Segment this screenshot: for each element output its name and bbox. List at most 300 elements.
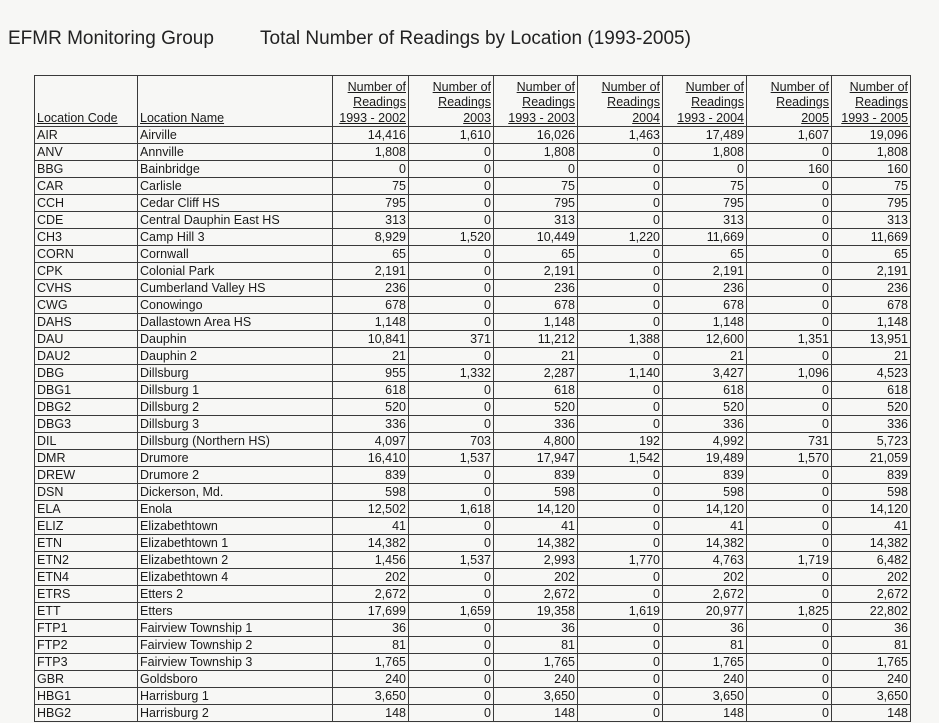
readings-cell: 598 <box>832 484 911 501</box>
readings-cell: 75 <box>832 178 911 195</box>
readings-cell: 160 <box>747 161 832 178</box>
readings-cell: 202 <box>832 569 911 586</box>
readings-cell: 41 <box>663 518 747 535</box>
readings-cell: 0 <box>578 671 663 688</box>
readings-cell: 0 <box>747 620 832 637</box>
readings-cell: 2,287 <box>494 365 578 382</box>
readings-cell: 0 <box>409 280 494 297</box>
location-code-cell: DBG3 <box>35 416 138 433</box>
readings-cell: 1,618 <box>409 501 494 518</box>
table-row <box>35 552 911 569</box>
readings-cell: 14,382 <box>494 535 578 552</box>
location-name-cell: Central Dauphin East HS <box>138 212 333 229</box>
location-name-cell: Dillsburg (Northern HS) <box>138 433 333 450</box>
table-row <box>35 637 911 654</box>
readings-cell: 0 <box>747 569 832 586</box>
table-row <box>35 365 911 382</box>
readings-cell: 0 <box>409 705 494 722</box>
location-code-cell: CORN <box>35 246 138 263</box>
readings-cell: 336 <box>832 416 911 433</box>
readings-cell: 0 <box>747 518 832 535</box>
readings-cell: 36 <box>494 620 578 637</box>
readings-cell: 65 <box>663 246 747 263</box>
table-row <box>35 450 911 467</box>
location-name-cell: Cornwall <box>138 246 333 263</box>
location-name-cell: Cedar Cliff HS <box>138 195 333 212</box>
readings-cell: 236 <box>333 280 409 297</box>
column-header-line: Number of <box>601 79 660 94</box>
readings-cell: 0 <box>578 348 663 365</box>
location-name-cell: Cumberland Valley HS <box>138 280 333 297</box>
readings-cell: 839 <box>832 467 911 484</box>
readings-cell: 1,770 <box>578 552 663 569</box>
location-code-cell: BBG <box>35 161 138 178</box>
readings-cell: 1,096 <box>747 365 832 382</box>
readings-cell: 236 <box>494 280 578 297</box>
readings-cell: 0 <box>409 637 494 654</box>
readings-cell: 0 <box>409 518 494 535</box>
table-row <box>35 671 911 688</box>
readings-cell: 21 <box>832 348 911 365</box>
readings-cell: 1,825 <box>747 603 832 620</box>
location-name-cell: Elizabethtown 4 <box>138 569 333 586</box>
readings-cell: 202 <box>494 569 578 586</box>
location-code-cell: DAHS <box>35 314 138 331</box>
column-header <box>35 76 138 127</box>
column-header-line: 2004 <box>632 110 660 125</box>
readings-cell: 0 <box>578 416 663 433</box>
readings-cell: 0 <box>747 212 832 229</box>
readings-cell: 0 <box>409 535 494 552</box>
readings-cell: 1,808 <box>494 144 578 161</box>
readings-cell: 0 <box>578 586 663 603</box>
column-header-line: Readings <box>607 95 660 109</box>
readings-cell: 1,808 <box>333 144 409 161</box>
readings-cell: 0 <box>409 586 494 603</box>
table-row <box>35 433 911 450</box>
location-name-cell: Dillsburg 2 <box>138 399 333 416</box>
readings-cell: 17,699 <box>333 603 409 620</box>
readings-cell: 14,382 <box>832 535 911 552</box>
readings-cell: 1,140 <box>578 365 663 382</box>
readings-cell: 0 <box>747 144 832 161</box>
readings-cell: 0 <box>578 212 663 229</box>
readings-cell: 1,148 <box>832 314 911 331</box>
readings-cell: 19,358 <box>494 603 578 620</box>
readings-cell: 313 <box>832 212 911 229</box>
readings-cell: 75 <box>333 178 409 195</box>
location-name-cell: Harrisburg 1 <box>138 688 333 705</box>
location-code-cell: DBG2 <box>35 399 138 416</box>
readings-cell: 75 <box>663 178 747 195</box>
readings-cell: 520 <box>333 399 409 416</box>
readings-cell: 0 <box>578 637 663 654</box>
location-name-cell: Fairview Township 3 <box>138 654 333 671</box>
readings-cell: 0 <box>333 161 409 178</box>
readings-cell: 41 <box>832 518 911 535</box>
table-row <box>35 178 911 195</box>
readings-cell: 336 <box>333 416 409 433</box>
readings-cell: 21 <box>663 348 747 365</box>
readings-cell: 2,191 <box>832 263 911 280</box>
location-code-cell: DBG <box>35 365 138 382</box>
readings-cell: 0 <box>747 263 832 280</box>
readings-cell: 75 <box>494 178 578 195</box>
readings-cell: 520 <box>832 399 911 416</box>
readings-cell: 0 <box>409 297 494 314</box>
readings-cell: 1,619 <box>578 603 663 620</box>
readings-cell: 14,416 <box>333 127 409 144</box>
readings-cell: 0 <box>409 382 494 399</box>
readings-cell: 2,191 <box>333 263 409 280</box>
table-row <box>35 586 911 603</box>
column-header-line: 2005 <box>801 110 829 125</box>
readings-cell: 81 <box>333 637 409 654</box>
readings-cell: 0 <box>747 586 832 603</box>
readings-cell: 14,120 <box>494 501 578 518</box>
location-code-cell: ETRS <box>35 586 138 603</box>
location-code-cell: ELIZ <box>35 518 138 535</box>
location-name-cell: Airville <box>138 127 333 144</box>
column-header <box>578 76 663 127</box>
readings-cell: 4,523 <box>832 365 911 382</box>
readings-cell: 0 <box>747 637 832 654</box>
location-code-cell: ETN2 <box>35 552 138 569</box>
readings-cell: 4,992 <box>663 433 747 450</box>
readings-cell: 0 <box>409 246 494 263</box>
readings-cell: 371 <box>409 331 494 348</box>
readings-cell: 0 <box>747 467 832 484</box>
readings-cell: 598 <box>494 484 578 501</box>
readings-cell: 202 <box>663 569 747 586</box>
table-row <box>35 518 911 535</box>
readings-cell: 1,765 <box>663 654 747 671</box>
readings-cell: 1,463 <box>578 127 663 144</box>
readings-cell: 618 <box>832 382 911 399</box>
column-header-line: 1993 - 2002 <box>339 110 406 125</box>
readings-cell: 1,808 <box>832 144 911 161</box>
readings-cell: 1,607 <box>747 127 832 144</box>
readings-cell: 0 <box>578 178 663 195</box>
readings-cell: 678 <box>832 297 911 314</box>
readings-cell: 0 <box>747 297 832 314</box>
readings-cell: 0 <box>409 416 494 433</box>
readings-cell: 0 <box>409 144 494 161</box>
readings-cell: 678 <box>333 297 409 314</box>
location-name-cell: Drumore <box>138 450 333 467</box>
location-name-cell: Dillsburg <box>138 365 333 382</box>
readings-cell: 0 <box>747 195 832 212</box>
readings-cell: 0 <box>747 416 832 433</box>
column-header-line: Location Name <box>140 110 225 125</box>
readings-cell: 3,650 <box>663 688 747 705</box>
location-name-cell: Etters 2 <box>138 586 333 603</box>
table-row <box>35 501 911 518</box>
header-row <box>35 76 911 127</box>
table-row <box>35 569 911 586</box>
table-row <box>35 246 911 263</box>
readings-cell: 0 <box>578 314 663 331</box>
readings-cell: 618 <box>494 382 578 399</box>
readings-cell: 0 <box>578 263 663 280</box>
readings-cell: 10,841 <box>333 331 409 348</box>
readings-cell: 0 <box>409 348 494 365</box>
readings-cell: 0 <box>747 535 832 552</box>
readings-cell: 4,800 <box>494 433 578 450</box>
table-row <box>35 620 911 637</box>
location-code-cell: FTP2 <box>35 637 138 654</box>
readings-cell: 1,537 <box>409 552 494 569</box>
page-title: Total Number of Readings by Location (1993-2005) <box>260 28 691 49</box>
readings-cell: 36 <box>663 620 747 637</box>
readings-cell: 2,191 <box>494 263 578 280</box>
location-name-cell: Conowingo <box>138 297 333 314</box>
readings-cell: 11,212 <box>494 331 578 348</box>
readings-cell: 520 <box>663 399 747 416</box>
table-row <box>35 195 911 212</box>
readings-cell: 11,669 <box>663 229 747 246</box>
column-header-line: Number of <box>516 79 575 94</box>
location-code-cell: CDE <box>35 212 138 229</box>
readings-cell: 0 <box>409 569 494 586</box>
column-header-line: 2003 <box>463 110 491 125</box>
column-header <box>747 76 832 127</box>
location-name-cell: Dillsburg 3 <box>138 416 333 433</box>
readings-cell: 41 <box>333 518 409 535</box>
readings-cell: 0 <box>578 654 663 671</box>
location-name-cell: Elizabethtown 1 <box>138 535 333 552</box>
readings-cell: 81 <box>663 637 747 654</box>
readings-cell: 236 <box>663 280 747 297</box>
location-name-cell: Elizabethtown <box>138 518 333 535</box>
location-code-cell: DSN <box>35 484 138 501</box>
location-code-cell: AIR <box>35 127 138 144</box>
location-code-cell: FTP1 <box>35 620 138 637</box>
location-code-cell: ELA <box>35 501 138 518</box>
table-row <box>35 229 911 246</box>
readings-cell: 731 <box>747 433 832 450</box>
readings-table <box>34 75 911 722</box>
readings-cell: 336 <box>663 416 747 433</box>
readings-cell: 2,672 <box>333 586 409 603</box>
readings-cell: 313 <box>663 212 747 229</box>
column-header <box>663 76 747 127</box>
readings-cell: 0 <box>578 705 663 722</box>
readings-cell: 3,427 <box>663 365 747 382</box>
readings-cell: 22,802 <box>832 603 911 620</box>
readings-cell: 0 <box>747 654 832 671</box>
readings-cell: 0 <box>578 399 663 416</box>
table-row <box>35 280 911 297</box>
table-row <box>35 416 911 433</box>
readings-cell: 795 <box>494 195 578 212</box>
readings-cell: 839 <box>494 467 578 484</box>
readings-cell: 1,659 <box>409 603 494 620</box>
location-code-cell: CCH <box>35 195 138 212</box>
table-row <box>35 314 911 331</box>
readings-cell: 4,763 <box>663 552 747 569</box>
readings-cell: 0 <box>409 484 494 501</box>
column-header-line: Readings <box>691 95 744 109</box>
location-code-cell: DREW <box>35 467 138 484</box>
location-code-cell: CVHS <box>35 280 138 297</box>
readings-cell: 618 <box>333 382 409 399</box>
readings-cell: 1,719 <box>747 552 832 569</box>
table-row <box>35 144 911 161</box>
readings-cell: 1,520 <box>409 229 494 246</box>
readings-cell: 2,672 <box>832 586 911 603</box>
readings-cell: 598 <box>333 484 409 501</box>
location-code-cell: CAR <box>35 178 138 195</box>
location-code-cell: CPK <box>35 263 138 280</box>
readings-cell: 148 <box>333 705 409 722</box>
location-code-cell: DMR <box>35 450 138 467</box>
readings-cell: 0 <box>409 161 494 178</box>
readings-cell: 678 <box>663 297 747 314</box>
readings-cell: 0 <box>578 467 663 484</box>
readings-cell: 0 <box>747 671 832 688</box>
readings-cell: 0 <box>578 484 663 501</box>
location-code-cell: CH3 <box>35 229 138 246</box>
readings-cell: 0 <box>578 161 663 178</box>
readings-cell: 0 <box>409 671 494 688</box>
location-name-cell: Colonial Park <box>138 263 333 280</box>
column-header-line: Readings <box>522 95 575 109</box>
table-row <box>35 688 911 705</box>
readings-cell: 703 <box>409 433 494 450</box>
readings-cell: 41 <box>494 518 578 535</box>
readings-cell: 1,332 <box>409 365 494 382</box>
readings-cell: 20,977 <box>663 603 747 620</box>
location-name-cell: Dillsburg 1 <box>138 382 333 399</box>
readings-cell: 0 <box>578 535 663 552</box>
readings-cell: 0 <box>409 467 494 484</box>
location-name-cell: Fairview Township 1 <box>138 620 333 637</box>
table-row <box>35 484 911 501</box>
column-header-line: Number of <box>685 79 744 94</box>
column-header <box>832 76 911 127</box>
readings-cell: 36 <box>832 620 911 637</box>
column-header-line: 1993 - 2003 <box>508 110 575 125</box>
readings-cell: 795 <box>663 195 747 212</box>
readings-cell: 240 <box>333 671 409 688</box>
column-header-line: Readings <box>438 95 491 109</box>
readings-cell: 0 <box>409 399 494 416</box>
readings-cell: 192 <box>578 433 663 450</box>
column-header-line: Number of <box>347 79 406 94</box>
readings-cell: 0 <box>409 654 494 671</box>
table-row <box>35 127 911 144</box>
readings-cell: 0 <box>578 297 663 314</box>
readings-cell: 0 <box>578 280 663 297</box>
readings-cell: 17,947 <box>494 450 578 467</box>
readings-cell: 1,388 <box>578 331 663 348</box>
readings-cell: 1,610 <box>409 127 494 144</box>
readings-cell: 2,672 <box>663 586 747 603</box>
readings-cell: 3,650 <box>832 688 911 705</box>
readings-cell: 0 <box>578 195 663 212</box>
column-header-line: 1993 - 2005 <box>841 110 908 125</box>
readings-cell: 598 <box>663 484 747 501</box>
location-code-cell: ETN4 <box>35 569 138 586</box>
location-name-cell: Fairview Township 2 <box>138 637 333 654</box>
readings-cell: 520 <box>494 399 578 416</box>
readings-cell: 14,120 <box>832 501 911 518</box>
column-header-line: Location Code <box>37 110 118 125</box>
readings-cell: 19,096 <box>832 127 911 144</box>
readings-cell: 2,191 <box>663 263 747 280</box>
table-row <box>35 603 911 620</box>
readings-cell: 313 <box>494 212 578 229</box>
readings-cell: 2,993 <box>494 552 578 569</box>
readings-cell: 3,650 <box>494 688 578 705</box>
readings-cell: 1,351 <box>747 331 832 348</box>
readings-cell: 11,669 <box>832 229 911 246</box>
readings-cell: 16,026 <box>494 127 578 144</box>
readings-cell: 65 <box>494 246 578 263</box>
readings-cell: 336 <box>494 416 578 433</box>
readings-cell: 313 <box>333 212 409 229</box>
readings-cell: 0 <box>409 212 494 229</box>
readings-cell: 81 <box>494 637 578 654</box>
readings-cell: 14,120 <box>663 501 747 518</box>
readings-cell: 795 <box>832 195 911 212</box>
location-code-cell: HBG2 <box>35 705 138 722</box>
readings-cell: 13,951 <box>832 331 911 348</box>
readings-cell: 10,449 <box>494 229 578 246</box>
table-row <box>35 161 911 178</box>
readings-cell: 839 <box>333 467 409 484</box>
location-name-cell: Carlisle <box>138 178 333 195</box>
location-code-cell: ETN <box>35 535 138 552</box>
readings-cell: 0 <box>747 688 832 705</box>
readings-cell: 0 <box>409 178 494 195</box>
column-header-line: Readings <box>353 95 406 109</box>
table-row <box>35 654 911 671</box>
readings-cell: 65 <box>333 246 409 263</box>
readings-cell: 1,765 <box>333 654 409 671</box>
table-row <box>35 467 911 484</box>
readings-cell: 148 <box>663 705 747 722</box>
column-header-line: 1993 - 2004 <box>677 110 744 125</box>
readings-cell: 1,542 <box>578 450 663 467</box>
location-name-cell: Drumore 2 <box>138 467 333 484</box>
readings-cell: 0 <box>578 144 663 161</box>
readings-cell: 2,672 <box>494 586 578 603</box>
location-name-cell: Harrisburg 2 <box>138 705 333 722</box>
readings-cell: 1,148 <box>333 314 409 331</box>
location-name-cell: Goldsboro <box>138 671 333 688</box>
readings-cell: 955 <box>333 365 409 382</box>
location-code-cell: FTP3 <box>35 654 138 671</box>
readings-cell: 0 <box>409 688 494 705</box>
table-row <box>35 263 911 280</box>
table-row <box>35 399 911 416</box>
table-row <box>35 705 911 722</box>
readings-cell: 14,382 <box>333 535 409 552</box>
readings-cell: 0 <box>747 229 832 246</box>
readings-cell: 21 <box>333 348 409 365</box>
location-code-cell: DBG1 <box>35 382 138 399</box>
readings-cell: 240 <box>663 671 747 688</box>
readings-cell: 678 <box>494 297 578 314</box>
readings-cell: 0 <box>578 501 663 518</box>
column-header <box>494 76 578 127</box>
readings-cell: 839 <box>663 467 747 484</box>
location-name-cell: Dickerson, Md. <box>138 484 333 501</box>
location-name-cell: Dauphin 2 <box>138 348 333 365</box>
readings-cell: 240 <box>494 671 578 688</box>
